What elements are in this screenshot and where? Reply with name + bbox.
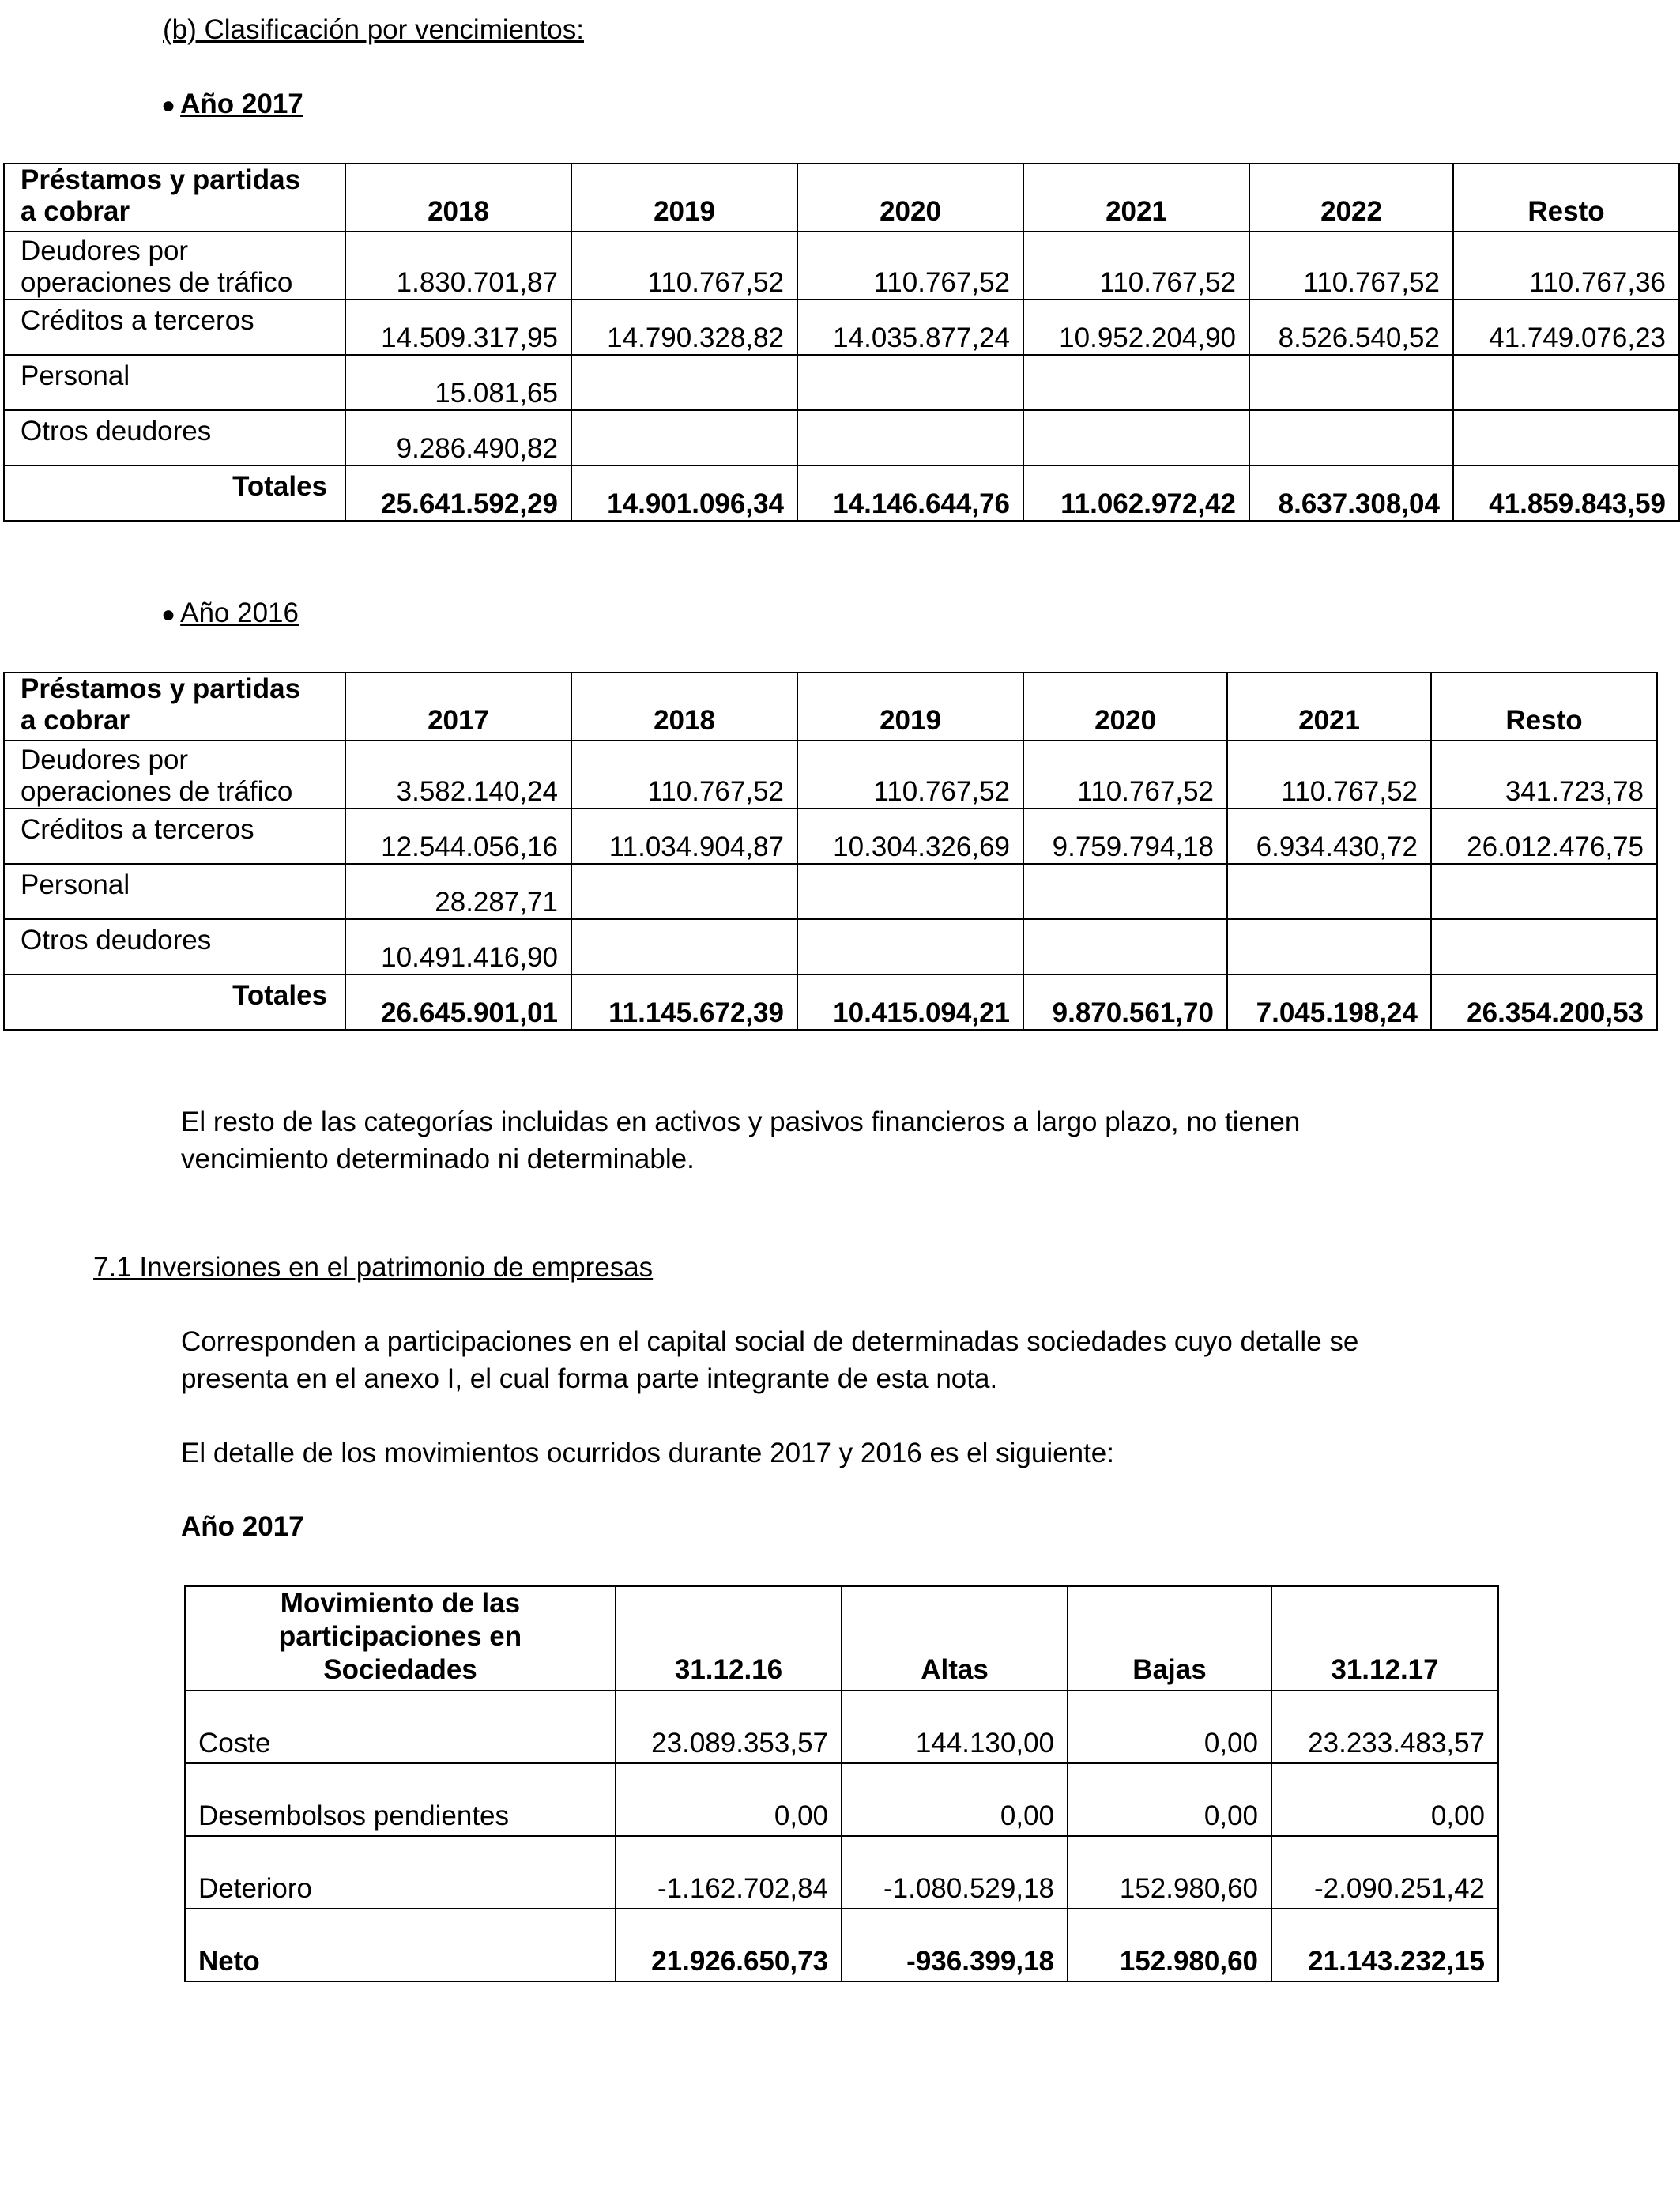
table-header-row — [185, 1586, 1498, 1691]
cell-value: 3.582.140,24 — [345, 741, 571, 809]
ano-2017-heading: Año 2017 — [181, 1511, 304, 1542]
neto-row — [185, 1909, 1498, 1981]
row-label: Créditos a terceros — [4, 300, 345, 355]
cell-value — [797, 355, 1023, 410]
table-row — [4, 864, 1657, 919]
column-header: 2021 — [1023, 164, 1249, 232]
cell-value: 0,00 — [1068, 1763, 1271, 1836]
total-value: 26.645.901,01 — [345, 974, 571, 1030]
cell-value: 41.749.076,23 — [1453, 300, 1679, 355]
totals-row — [4, 466, 1679, 521]
total-value: 10.415.094,21 — [797, 974, 1023, 1030]
cell-value: 10.491.416,90 — [345, 919, 571, 974]
cell-value: 110.767,52 — [571, 741, 797, 809]
column-header: 2017 — [345, 673, 571, 741]
column-header: Altas — [842, 1586, 1068, 1691]
cell-value: -2.090.251,42 — [1271, 1836, 1498, 1909]
table-row — [4, 300, 1679, 355]
cell-value: 0,00 — [616, 1763, 842, 1836]
row-label: Deterioro — [185, 1836, 616, 1909]
cell-value: 10.304.326,69 — [797, 809, 1023, 864]
row-label: Deudores por operaciones de tráfico — [4, 741, 345, 809]
table-row — [4, 232, 1679, 300]
cell-value: 144.130,00 — [842, 1691, 1068, 1763]
cell-value: 1.830.701,87 — [345, 232, 571, 300]
total-value: 26.354.200,53 — [1431, 974, 1657, 1030]
cell-value — [1023, 919, 1227, 974]
bullet-icon: ● — [161, 92, 176, 119]
cell-value: 8.526.540,52 — [1249, 300, 1453, 355]
cell-value: 341.723,78 — [1431, 741, 1657, 809]
cell-value: 110.767,52 — [1227, 741, 1431, 809]
table-row — [4, 355, 1679, 410]
cell-value — [797, 864, 1023, 919]
cell-value: 110.767,36 — [1453, 232, 1679, 300]
totals-row — [4, 974, 1657, 1030]
cell-value — [1227, 864, 1431, 919]
table-row — [185, 1691, 1498, 1763]
column-header: 2018 — [571, 673, 797, 741]
table-row — [4, 919, 1657, 974]
cell-value — [1431, 864, 1657, 919]
cell-value — [1453, 355, 1679, 410]
bullet-icon: ● — [161, 601, 176, 628]
maturity-table-2017 — [3, 163, 1680, 522]
total-value: 9.870.561,70 — [1023, 974, 1227, 1030]
cell-value: 110.767,52 — [571, 232, 797, 300]
neto-value: -936.399,18 — [842, 1909, 1068, 1981]
header-label-cell: Movimiento de las participaciones en Sociedades — [185, 1586, 616, 1691]
cell-value — [797, 410, 1023, 466]
cell-value: 11.034.904,87 — [571, 809, 797, 864]
cell-value — [1023, 410, 1249, 466]
totals-label: Totales — [4, 974, 345, 1030]
section-b-title: (b) Clasificación por vencimientos: — [163, 14, 584, 45]
row-label: Personal — [4, 864, 345, 919]
column-header: Resto — [1431, 673, 1657, 741]
cell-value: 14.790.328,82 — [571, 300, 797, 355]
cell-value: -1.162.702,84 — [616, 1836, 842, 1909]
cell-value — [1227, 919, 1431, 974]
cell-value: -1.080.529,18 — [842, 1836, 1068, 1909]
paragraph-corresponden: Corresponden a participaciones en el capital social de determinadas sociedades cuyo detalle se presenta en el anexo I, el cual forma parte integrante de esta nota. — [181, 1326, 1359, 1394]
cell-value: 14.509.317,95 — [345, 300, 571, 355]
table-row — [4, 809, 1657, 864]
column-header: 31.12.16 — [616, 1586, 842, 1691]
row-label: Desembolsos pendientes — [185, 1763, 616, 1836]
totals-label: Totales — [4, 466, 345, 521]
cell-value: 23.233.483,57 — [1271, 1691, 1498, 1763]
cell-value: 6.934.430,72 — [1227, 809, 1431, 864]
cell-value — [1023, 864, 1227, 919]
cell-value — [571, 355, 797, 410]
neto-label: Neto — [185, 1909, 616, 1981]
column-header: 2020 — [1023, 673, 1227, 741]
column-header: Bajas — [1068, 1586, 1271, 1691]
neto-value: 21.143.232,15 — [1271, 1909, 1498, 1981]
cell-value: 0,00 — [1271, 1763, 1498, 1836]
total-value: 14.901.096,34 — [571, 466, 797, 521]
cell-value: 15.081,65 — [345, 355, 571, 410]
row-label: Deudores por operaciones de tráfico — [4, 232, 345, 300]
paragraph-detalle: El detalle de los movimientos ocurridos durante 2017 y 2016 es el siguiente: — [181, 1438, 1114, 1468]
total-value: 8.637.308,04 — [1249, 466, 1453, 521]
cell-value: 9.759.794,18 — [1023, 809, 1227, 864]
maturity-table-2016 — [3, 672, 1658, 1031]
cell-value: 110.767,52 — [797, 232, 1023, 300]
row-label: Personal — [4, 355, 345, 410]
header-label-cell: Préstamos y partidas a cobrar — [4, 164, 345, 232]
cell-value: 110.767,52 — [797, 741, 1023, 809]
row-label: Otros deudores — [4, 919, 345, 974]
table-row — [185, 1763, 1498, 1836]
cell-value: 110.767,52 — [1023, 741, 1227, 809]
cell-value — [1023, 355, 1249, 410]
cell-value: 110.767,52 — [1023, 232, 1249, 300]
cell-value: 26.012.476,75 — [1431, 809, 1657, 864]
neto-value: 152.980,60 — [1068, 1909, 1271, 1981]
column-header: 2021 — [1227, 673, 1431, 741]
total-value: 11.062.972,42 — [1023, 466, 1249, 521]
cell-value — [1431, 919, 1657, 974]
column-header: 2019 — [797, 673, 1023, 741]
cell-value: 14.035.877,24 — [797, 300, 1023, 355]
section-71-title: 7.1 Inversiones en el patrimonio de empresas — [93, 1252, 654, 1283]
paragraph-resto: El resto de las categorías incluidas en activos y pasivos financieros a largo plazo, no tienen vencimiento determinado ni determinable. — [181, 1106, 1301, 1174]
total-value: 41.859.843,59 — [1453, 466, 1679, 521]
row-label: Otros deudores — [4, 410, 345, 466]
cell-value: 0,00 — [1068, 1691, 1271, 1763]
table-row — [4, 410, 1679, 466]
column-header: 2019 — [571, 164, 797, 232]
column-header: 31.12.17 — [1271, 1586, 1498, 1691]
cell-value: 23.089.353,57 — [616, 1691, 842, 1763]
year-2016-heading: ● Año 2016 — [161, 598, 299, 628]
column-header: 2018 — [345, 164, 571, 232]
cell-value — [571, 410, 797, 466]
table-header-row — [4, 164, 1679, 232]
movements-table — [184, 1585, 1499, 1982]
total-value: 7.045.198,24 — [1227, 974, 1431, 1030]
neto-value: 21.926.650,73 — [616, 1909, 842, 1981]
row-label: Coste — [185, 1691, 616, 1763]
total-value: 14.146.644,76 — [797, 466, 1023, 521]
cell-value: 9.286.490,82 — [345, 410, 571, 466]
cell-value: 12.544.056,16 — [345, 809, 571, 864]
cell-value — [571, 919, 797, 974]
cell-value — [571, 864, 797, 919]
header-label-cell: Préstamos y partidas a cobrar — [4, 673, 345, 741]
cell-value — [797, 919, 1023, 974]
column-header: Resto — [1453, 164, 1679, 232]
cell-value: 0,00 — [842, 1763, 1068, 1836]
cell-value — [1249, 410, 1453, 466]
total-value: 11.145.672,39 — [571, 974, 797, 1030]
total-value: 25.641.592,29 — [345, 466, 571, 521]
column-header: 2022 — [1249, 164, 1453, 232]
cell-value: 28.287,71 — [345, 864, 571, 919]
row-label: Créditos a terceros — [4, 809, 345, 864]
table-row — [185, 1836, 1498, 1909]
column-header: 2020 — [797, 164, 1023, 232]
cell-value: 152.980,60 — [1068, 1836, 1271, 1909]
table-header-row — [4, 673, 1657, 741]
cell-value — [1453, 410, 1679, 466]
cell-value — [1249, 355, 1453, 410]
year-2017-heading: ● Año 2017 — [161, 89, 303, 119]
table-row — [4, 741, 1657, 809]
cell-value: 110.767,52 — [1249, 232, 1453, 300]
cell-value: 10.952.204,90 — [1023, 300, 1249, 355]
